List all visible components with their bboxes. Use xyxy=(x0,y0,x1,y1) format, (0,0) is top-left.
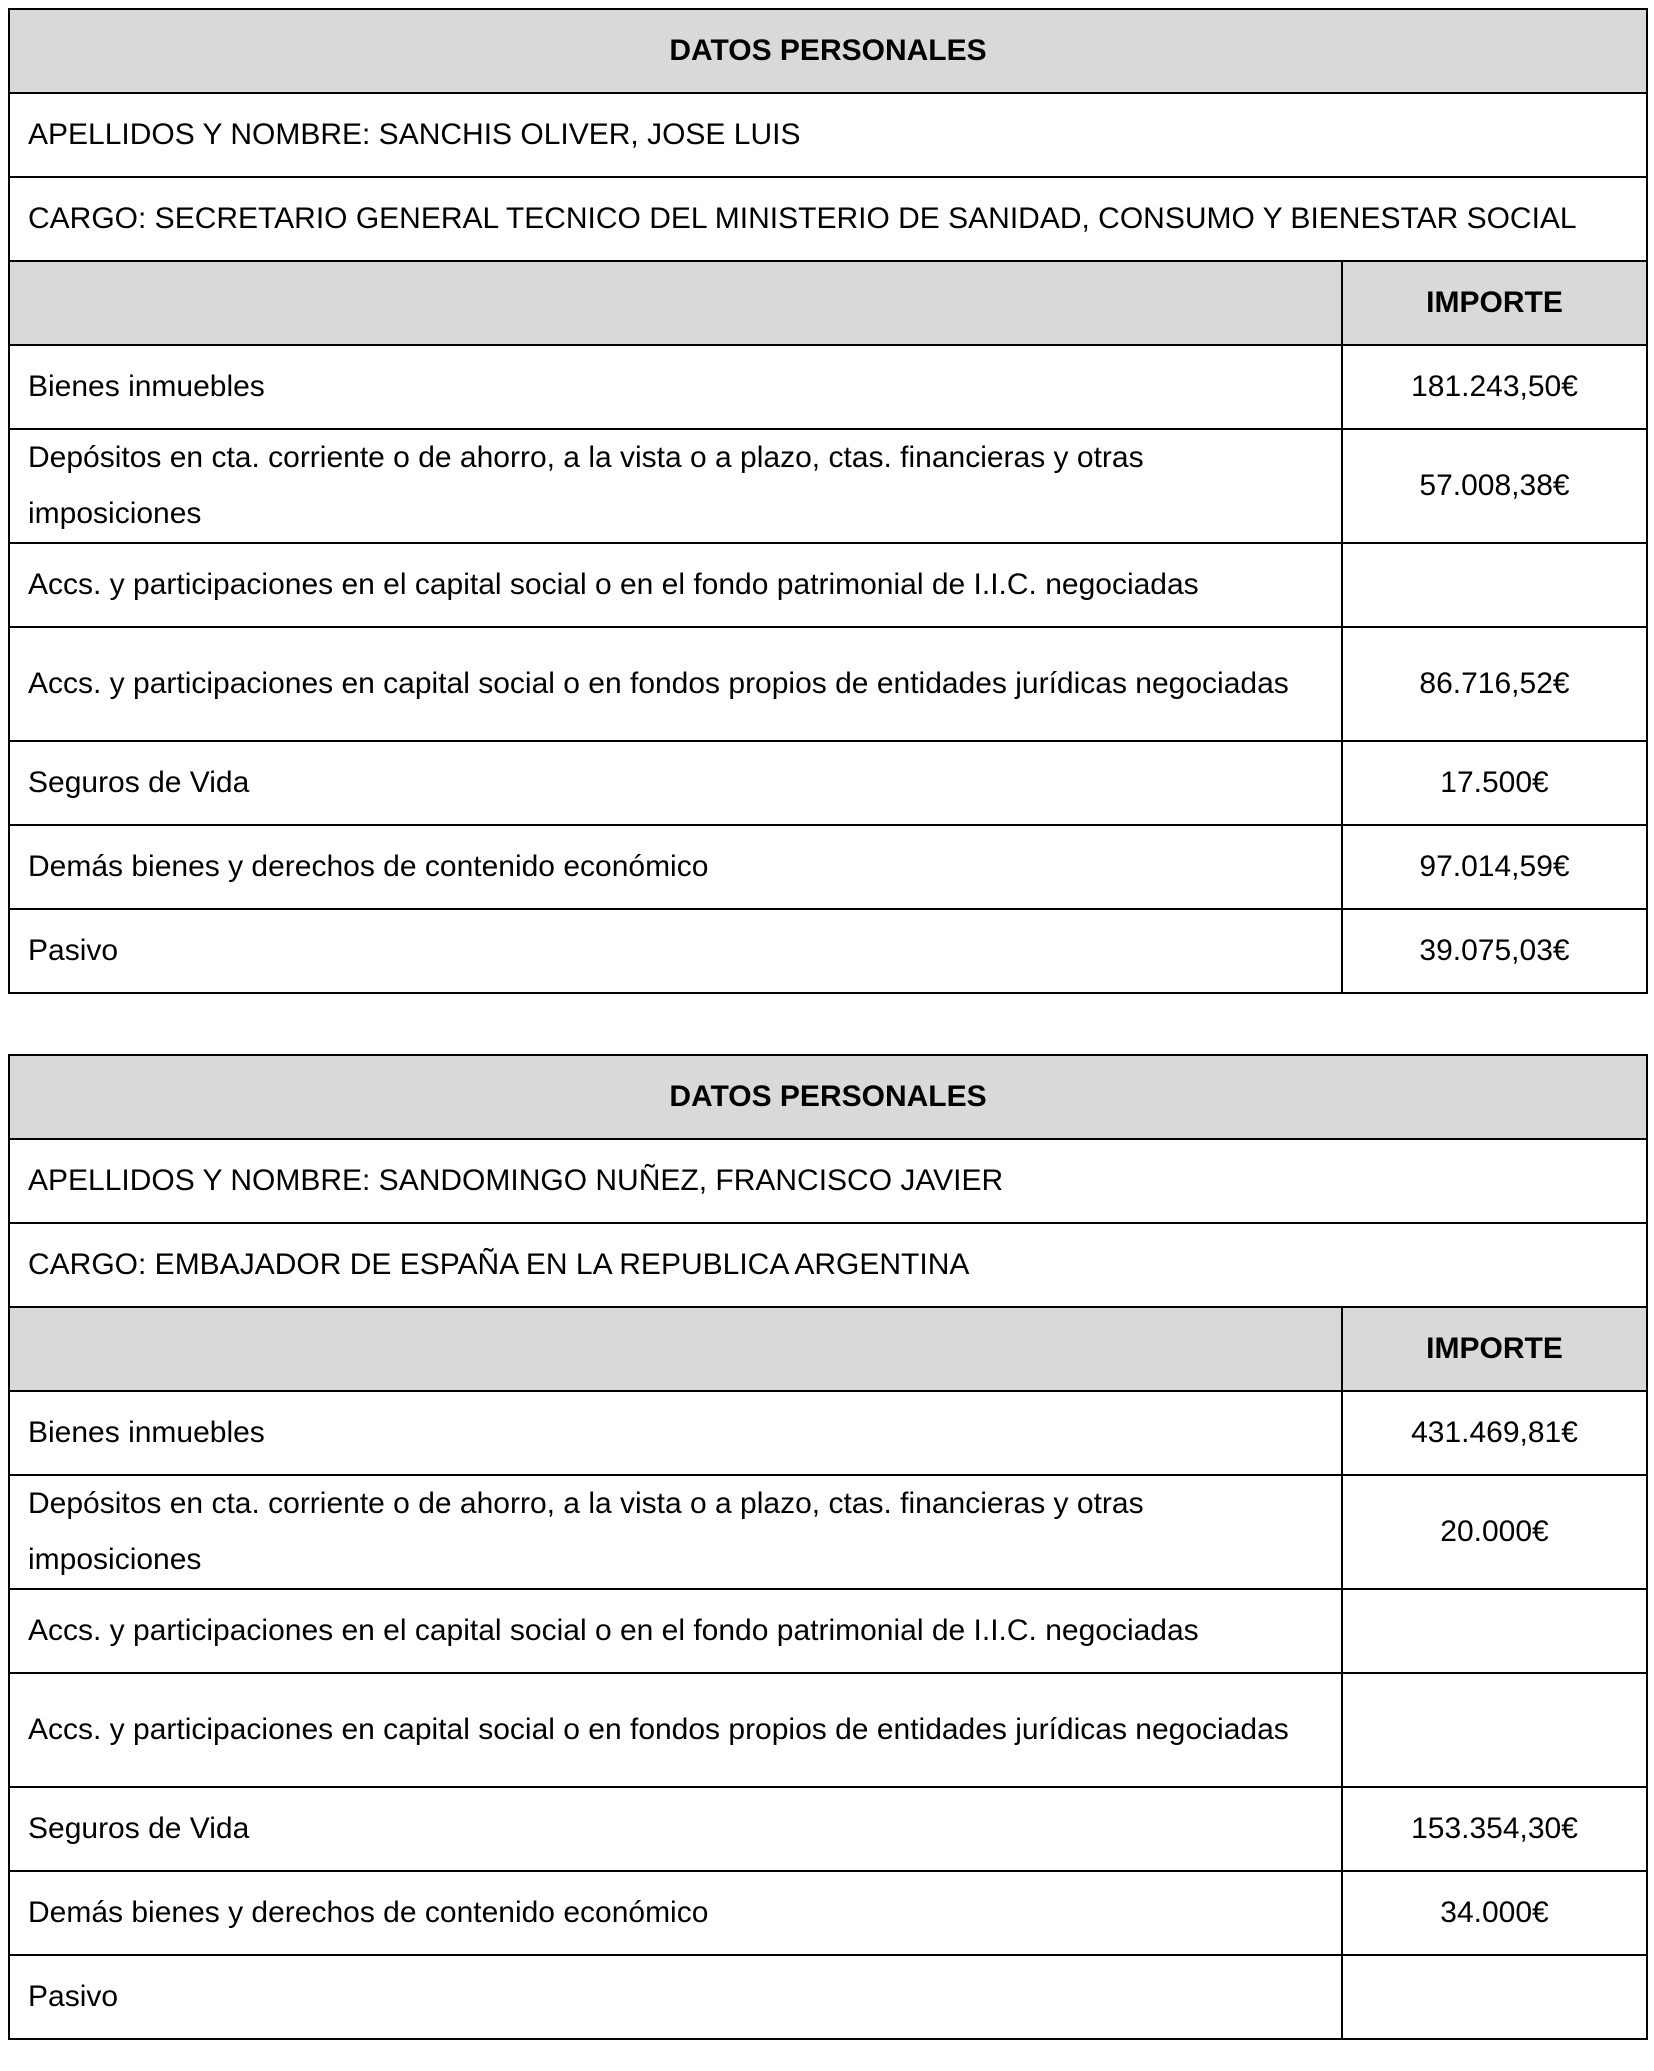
asset-declaration-table-1 xyxy=(8,8,1648,994)
table-row xyxy=(9,1589,1647,1673)
row-label: Pasivo xyxy=(9,1955,1342,2039)
row-amount: 20.000€ xyxy=(1342,1475,1647,1589)
table-row xyxy=(9,1787,1647,1871)
table-row xyxy=(9,1475,1647,1589)
column-header-blank xyxy=(9,1307,1342,1391)
row-label: Seguros de Vida xyxy=(9,741,1342,825)
section-header-row xyxy=(9,9,1647,93)
row-label: Seguros de Vida xyxy=(9,1787,1342,1871)
row-label: Bienes inmuebles xyxy=(9,345,1342,429)
row-amount: 34.000€ xyxy=(1342,1871,1647,1955)
table-row xyxy=(9,1955,1647,2039)
row-label: Demás bienes y derechos de contenido económico xyxy=(9,1871,1342,1955)
table-row xyxy=(9,543,1647,627)
table-row xyxy=(9,1673,1647,1787)
table-row xyxy=(9,345,1647,429)
row-label: Depósitos en cta. corriente o de ahorro, a la vista o a plazo, ctas. financieras y otras imposiciones xyxy=(9,429,1342,543)
table-row xyxy=(9,627,1647,741)
row-amount xyxy=(1342,1589,1647,1673)
name-row xyxy=(9,1139,1647,1223)
table-row xyxy=(9,1391,1647,1475)
table-row xyxy=(9,825,1647,909)
section-title: DATOS PERSONALES xyxy=(9,1055,1647,1139)
row-label: Demás bienes y derechos de contenido económico xyxy=(9,825,1342,909)
column-header-row xyxy=(9,1307,1647,1391)
table-row xyxy=(9,1871,1647,1955)
asset-declaration-table-2 xyxy=(8,1054,1648,2040)
row-amount: 431.469,81€ xyxy=(1342,1391,1647,1475)
name-field: APELLIDOS Y NOMBRE: SANDOMINGO NUÑEZ, FRANCISCO JAVIER xyxy=(9,1139,1647,1223)
row-amount: 153.354,30€ xyxy=(1342,1787,1647,1871)
column-header-row xyxy=(9,261,1647,345)
row-label: Accs. y participaciones en capital social o en fondos propios de entidades jurídicas negociadas xyxy=(9,627,1342,741)
name-field: APELLIDOS Y NOMBRE: SANCHIS OLIVER, JOSE LUIS xyxy=(9,93,1647,177)
row-label: Accs. y participaciones en el capital social o en el fondo patrimonial de I.I.C. negociadas xyxy=(9,543,1342,627)
row-label: Depósitos en cta. corriente o de ahorro, a la vista o a plazo, ctas. financieras y otras imposiciones xyxy=(9,1475,1342,1589)
cargo-row xyxy=(9,177,1647,261)
section-header-row xyxy=(9,1055,1647,1139)
section-title: DATOS PERSONALES xyxy=(9,9,1647,93)
row-amount: 86.716,52€ xyxy=(1342,627,1647,741)
table-row xyxy=(9,741,1647,825)
table-row xyxy=(9,429,1647,543)
row-amount: 57.008,38€ xyxy=(1342,429,1647,543)
row-amount xyxy=(1342,543,1647,627)
amount-column-header: IMPORTE xyxy=(1342,261,1647,345)
table-row xyxy=(9,909,1647,993)
row-amount: 39.075,03€ xyxy=(1342,909,1647,993)
row-amount: 181.243,50€ xyxy=(1342,345,1647,429)
row-label: Accs. y participaciones en el capital social o en el fondo patrimonial de I.I.C. negociadas xyxy=(9,1589,1342,1673)
cargo-row xyxy=(9,1223,1647,1307)
row-amount xyxy=(1342,1673,1647,1787)
row-amount xyxy=(1342,1955,1647,2039)
column-header-blank xyxy=(9,261,1342,345)
name-row xyxy=(9,93,1647,177)
row-label: Bienes inmuebles xyxy=(9,1391,1342,1475)
amount-column-header: IMPORTE xyxy=(1342,1307,1647,1391)
row-label: Accs. y participaciones en capital social o en fondos propios de entidades jurídicas negociadas xyxy=(9,1673,1342,1787)
cargo-field: CARGO: SECRETARIO GENERAL TECNICO DEL MINISTERIO DE SANIDAD, CONSUMO Y BIENESTAR SOCIAL xyxy=(9,177,1647,261)
row-label: Pasivo xyxy=(9,909,1342,993)
row-amount: 97.014,59€ xyxy=(1342,825,1647,909)
row-amount: 17.500€ xyxy=(1342,741,1647,825)
cargo-field: CARGO: EMBAJADOR DE ESPAÑA EN LA REPUBLICA ARGENTINA xyxy=(9,1223,1647,1307)
